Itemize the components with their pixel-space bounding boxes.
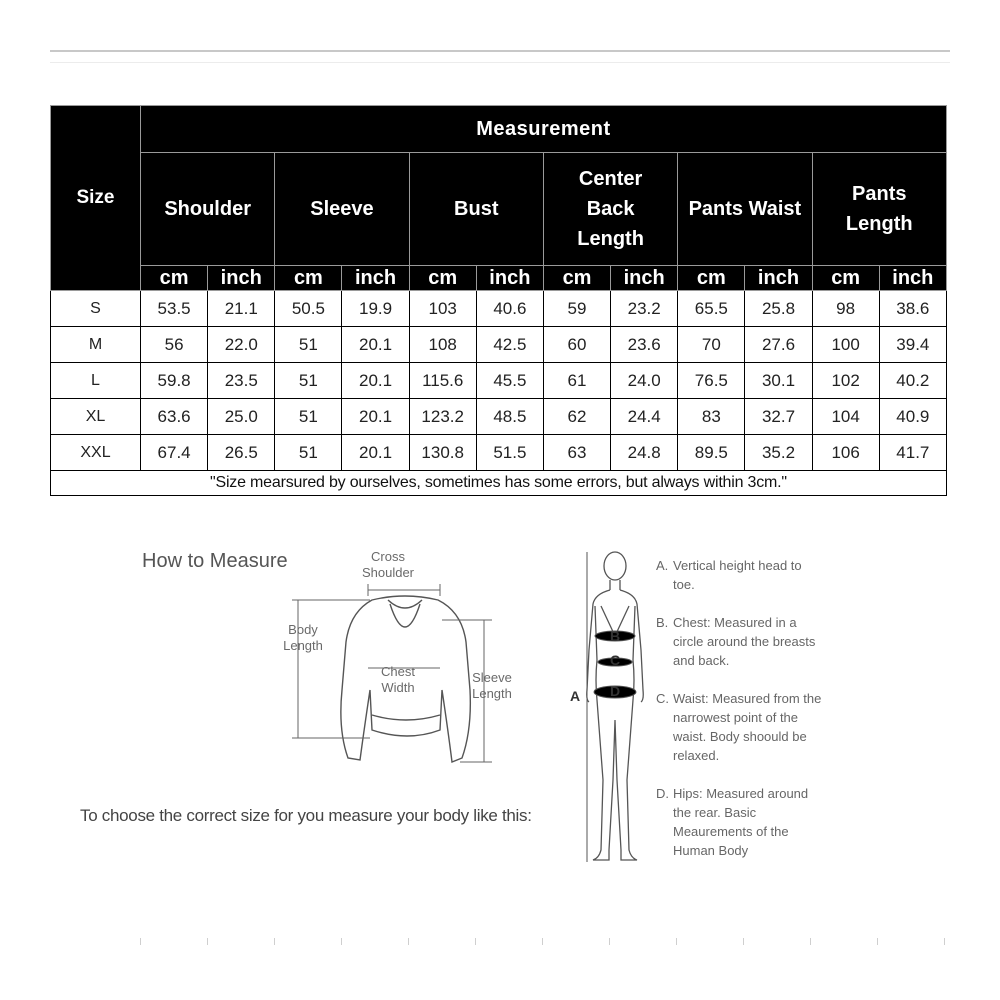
unit-cm: cm — [409, 266, 476, 291]
table-cell: 100 — [812, 327, 879, 363]
table-cell: 59 — [543, 291, 610, 327]
body-length-label: Body Length — [283, 622, 323, 653]
table-cell: 38.6 — [879, 291, 946, 327]
table-cell: 35.2 — [745, 435, 812, 471]
table-cell: 20.1 — [342, 399, 409, 435]
table-cell: 24.4 — [611, 399, 678, 435]
column-header-shoulder: Shoulder — [141, 153, 275, 266]
table-cell: 98 — [812, 291, 879, 327]
table-cell: 123.2 — [409, 399, 476, 435]
table-cell: 19.9 — [342, 291, 409, 327]
table-row — [51, 435, 947, 471]
table-cell: 23.2 — [611, 291, 678, 327]
column-header-pants-length: Pants Length — [812, 153, 946, 266]
table-cell: 63 — [543, 435, 610, 471]
table-cell: 115.6 — [409, 363, 476, 399]
note-key: B. — [656, 615, 669, 630]
table-cell: 25.0 — [208, 399, 275, 435]
table-cell: 40.6 — [476, 291, 543, 327]
table-row — [51, 399, 947, 435]
table-cell: 51 — [275, 399, 342, 435]
table-cell: 20.1 — [342, 327, 409, 363]
table-cell: 51 — [275, 435, 342, 471]
choose-size-instruction: To choose the correct size for you measure your body like this: — [80, 806, 532, 825]
table-cell: 20.1 — [342, 363, 409, 399]
table-cell: 51 — [275, 327, 342, 363]
size-cell: S — [51, 291, 141, 327]
table-row — [51, 291, 947, 327]
table-cell: 25.8 — [745, 291, 812, 327]
table-cell: 76.5 — [678, 363, 745, 399]
unit-inch: inch — [476, 266, 543, 291]
chest-width-label: Chest Width — [381, 664, 415, 695]
unit-cm: cm — [275, 266, 342, 291]
table-cell: 51 — [275, 363, 342, 399]
table-cell: 39.4 — [879, 327, 946, 363]
table-cell: 26.5 — [208, 435, 275, 471]
table-cell: 65.5 — [678, 291, 745, 327]
table-cell: 63.6 — [141, 399, 208, 435]
table-row — [51, 327, 947, 363]
how-to-measure-title: How to Measure — [142, 550, 288, 572]
size-cell: M — [51, 327, 141, 363]
table-cell: 41.7 — [879, 435, 946, 471]
column-header-sleeve: Sleeve — [275, 153, 409, 266]
note-key: A. — [656, 558, 669, 573]
figure-label-a: A — [570, 688, 581, 704]
size-cell: L — [51, 363, 141, 399]
measurement-note: "Size mearsured by ourselves, sometimes has some errors, but always within 3cm." — [51, 471, 947, 496]
table-cell: 24.0 — [611, 363, 678, 399]
note-item-a — [656, 556, 826, 594]
table-cell: 24.8 — [611, 435, 678, 471]
table-cell: 32.7 — [745, 399, 812, 435]
table-cell: 103 — [409, 291, 476, 327]
note-text: Vertical height head to toe. — [673, 558, 802, 592]
size-cell: XL — [51, 399, 141, 435]
table-cell: 89.5 — [678, 435, 745, 471]
unit-inch: inch — [879, 266, 946, 291]
top-faint-divider — [50, 62, 950, 63]
column-header-center-back-length: Center Back Length — [543, 153, 677, 266]
table-cell: 53.5 — [141, 291, 208, 327]
table-cell: 40.2 — [879, 363, 946, 399]
unit-cm: cm — [543, 266, 610, 291]
table-cell: 61 — [543, 363, 610, 399]
table-cell: 62 — [543, 399, 610, 435]
table-cell: 108 — [409, 327, 476, 363]
column-header-pants-waist: Pants Waist — [678, 153, 812, 266]
note-item-b — [656, 613, 826, 670]
table-cell: 102 — [812, 363, 879, 399]
column-header-bust: Bust — [409, 153, 543, 266]
table-cell: 56 — [141, 327, 208, 363]
size-chart-table — [50, 105, 947, 496]
cross-shoulder-label: Cross Shoulder — [361, 549, 415, 580]
sleeve-length-label: Sleeve Length — [472, 670, 512, 701]
table-cell: 27.6 — [745, 327, 812, 363]
note-text: Hips: Measured around the rear. Basic Meaurements of the Human Body — [673, 786, 809, 858]
note-key: C. — [656, 691, 669, 706]
top-divider — [50, 50, 950, 52]
unit-cm: cm — [678, 266, 745, 291]
unit-inch: inch — [208, 266, 275, 291]
measurement-notes — [656, 556, 826, 879]
sweater-measure-diagram — [280, 580, 510, 780]
table-cell: 83 — [678, 399, 745, 435]
note-key: D. — [656, 786, 669, 801]
table-cell: 23.6 — [611, 327, 678, 363]
figure-label-d: D — [610, 683, 621, 699]
table-cell: 40.9 — [879, 399, 946, 435]
note-item-c — [656, 689, 826, 765]
table-cell: 59.8 — [141, 363, 208, 399]
figure-label-c: C — [610, 652, 621, 668]
table-cell: 51.5 — [476, 435, 543, 471]
size-header: Size — [51, 106, 141, 291]
note-text: Waist: Measured from the narrowest point of the waist. Body shoould be relaxed. — [673, 691, 822, 763]
body-measure-figure — [565, 540, 655, 870]
unit-inch: inch — [745, 266, 812, 291]
bottom-tick-marks — [140, 938, 950, 950]
note-item-d — [656, 784, 826, 860]
table-cell: 20.1 — [342, 435, 409, 471]
unit-cm: cm — [812, 266, 879, 291]
table-cell: 22.0 — [208, 327, 275, 363]
table-cell: 30.1 — [745, 363, 812, 399]
table-cell: 42.5 — [476, 327, 543, 363]
measurement-header: Measurement — [141, 106, 947, 153]
unit-inch: inch — [342, 266, 409, 291]
table-cell: 45.5 — [476, 363, 543, 399]
figure-label-b: B — [610, 628, 621, 644]
table-cell: 130.8 — [409, 435, 476, 471]
size-cell: XXL — [51, 435, 141, 471]
unit-inch: inch — [611, 266, 678, 291]
note-text: Chest: Measured in a circle around the breasts and back. — [673, 615, 816, 668]
table-cell: 23.5 — [208, 363, 275, 399]
table-cell: 106 — [812, 435, 879, 471]
table-cell: 104 — [812, 399, 879, 435]
table-cell: 60 — [543, 327, 610, 363]
table-cell: 50.5 — [275, 291, 342, 327]
table-cell: 67.4 — [141, 435, 208, 471]
table-cell: 48.5 — [476, 399, 543, 435]
table-cell: 21.1 — [208, 291, 275, 327]
table-cell: 70 — [678, 327, 745, 363]
unit-cm: cm — [141, 266, 208, 291]
table-row — [51, 363, 947, 399]
